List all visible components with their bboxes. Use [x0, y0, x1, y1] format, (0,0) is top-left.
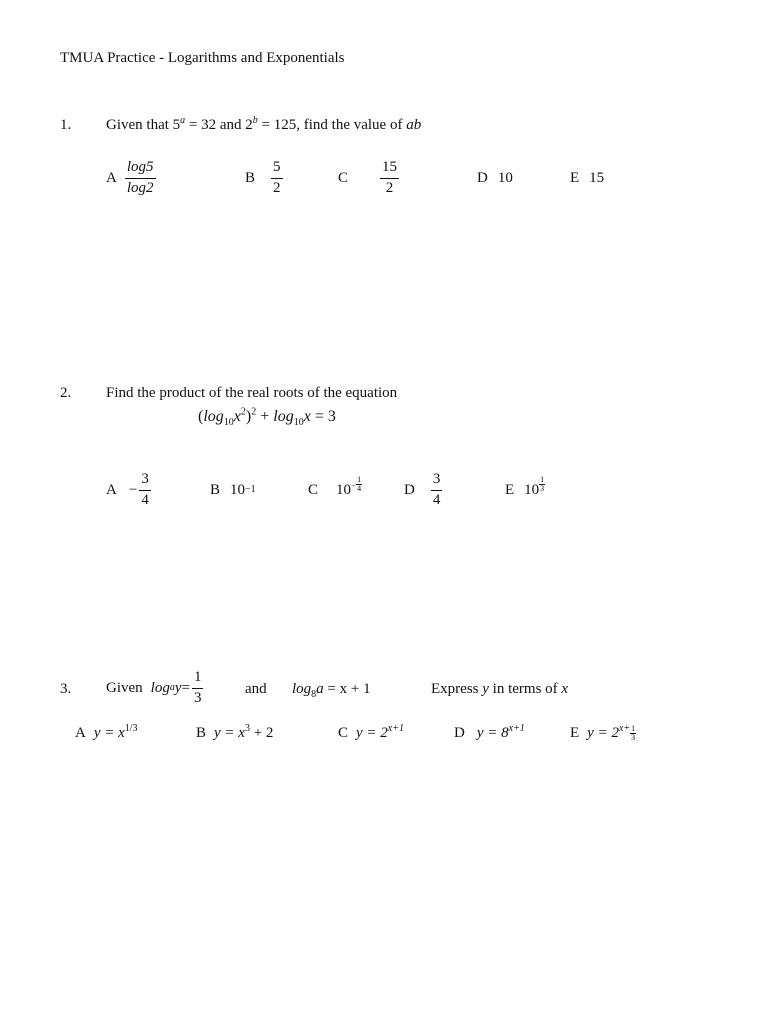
q2-option-b[interactable]: B 10 −1 — [210, 481, 256, 498]
q2-option-d-fraction: $\frac{3}{4}$ — [432, 471, 441, 508]
q1-option-c[interactable]: C $\frac{15}{2}$ — [338, 159, 398, 196]
q1-number: 1. — [60, 117, 72, 133]
q2-option-a-fraction: $\frac{3}{4}$ — [141, 471, 149, 508]
q1-option-b-fraction: $\frac{5}{2}$ — [273, 159, 281, 196]
q1-option-d[interactable]: D 10 — [477, 169, 513, 186]
q3-option-b[interactable]: B $y = x^3 + 2$ — [196, 723, 274, 741]
q1-option-c-fraction: $\frac{15}{2}$ — [382, 159, 398, 196]
q3-and: and — [245, 681, 267, 697]
q2-number: 2. — [60, 385, 72, 401]
q3-express: Express y in terms of x — [431, 681, 569, 697]
q1-text: Given that $5^a = 32$ and $2^b = 125$, find the value of ab — [106, 115, 422, 133]
q3-given: Given log a y = $\frac{1}{3}$ — [106, 669, 202, 706]
q2-option-e[interactable]: E 10 1 3 — [505, 474, 545, 498]
q1-option-a-fraction: $\frac{\log 5}{\log 2}$ — [126, 159, 154, 196]
q3-option-d[interactable]: D $y = 8^{x+1}$ — [454, 723, 525, 741]
q2-option-d[interactable]: D $\frac{3}{4}$ — [404, 471, 441, 508]
q1-option-b[interactable]: B $\frac{5}{2}$ — [245, 159, 281, 196]
q3-number: 3. — [60, 681, 72, 697]
q3-option-c[interactable]: C $y = 2^{x+1}$ — [338, 723, 404, 741]
q2-equation: $(\log_{10}x^2)^2 + \log_{10}x = 3$ — [198, 406, 336, 429]
q1-option-e[interactable]: E 15 — [570, 169, 605, 186]
q3-equation-2: $\log_8a = x + 1$ — [292, 681, 371, 700]
q2-option-a[interactable]: A − $\frac{3}{4}$ — [106, 471, 149, 508]
q3-option-a[interactable]: A $y = x^{1/3}$ — [75, 723, 138, 741]
q3-option-e[interactable]: E $y = 2^{x+}$ $\frac{1}{3}$ — [570, 723, 636, 742]
page-title: TMUA Practice - Logarithms and Exponentials — [60, 50, 345, 66]
q2-text: Find the product of the real roots of the equation — [106, 385, 398, 401]
q1-option-a[interactable]: A $\frac{\log 5}{\log 2}$ — [106, 159, 154, 196]
q2-option-c[interactable]: C 10 − $\frac{1}{4}$ — [308, 474, 362, 498]
q3-fraction: $\frac{1}{3}$ — [193, 669, 202, 706]
